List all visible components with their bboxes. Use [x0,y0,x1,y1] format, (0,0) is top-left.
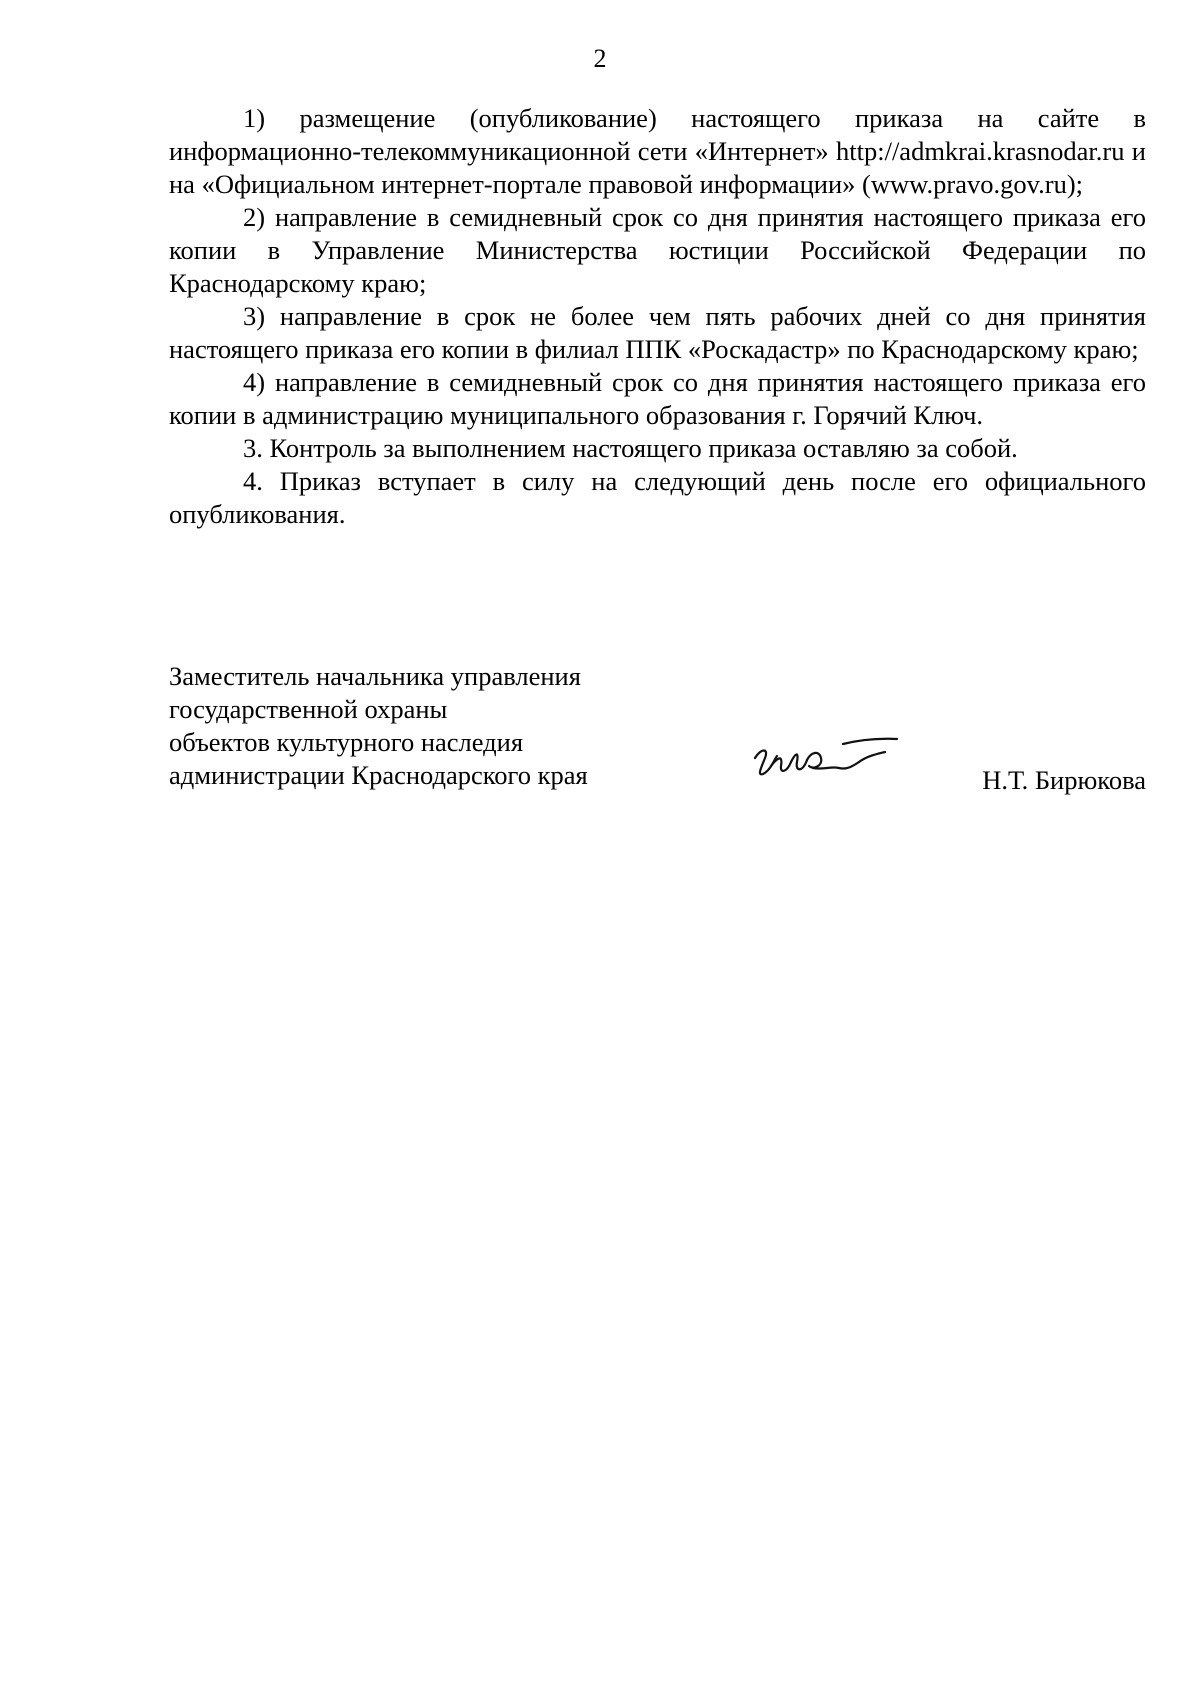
handwritten-signature [747,736,917,786]
paragraph-item-1: 1) размещение (опубликование) настоящего приказа на сайте в информационно-телекоммуникационной сети «Интернет» http://admkrai.krasnodar.ru и на «Официальном интернет-портале правовой информации» (www.pravo.gov.ru); [169,103,1146,199]
signer-name: Н.Т. Бирюкова [982,765,1146,795]
paragraph-item-3: 3) направление в срок не более чем пять рабочих дней со дня принятия настоящего приказа его копии в филиал ППК «Роскадастр» по Краснодарскому краю; [169,301,1146,364]
signer-position-line: объектов культурного наследия [169,727,524,757]
signer-position-line: государственной охраны [169,694,448,724]
page-number: 2 [593,44,607,73]
paragraph-item-4: 4) направление в семидневный срок со дня принятия настоящего приказа его копии в администрацию муниципального образования г. Горячий Ключ. [169,367,1146,430]
paragraph-control: 3. Контроль за выполнением настоящего приказа оставляю за собой. [243,433,1018,463]
document-body [169,102,1146,531]
paragraph-item-2: 2) направление в семидневный срок со дня принятия настоящего приказа его копии в Управление Министерства юстиции Российской Федерации по Краснодарскому краю; [169,202,1146,298]
paragraph-effective-date: 4. Приказ вступает в силу на следующий день после его официального опубликования. [169,466,1146,529]
signer-position-line: администрации Краснодарского края [169,760,588,790]
signer-position-line: Заместитель начальника управления [169,661,581,691]
signature-block [169,660,1146,800]
signer-position [169,660,689,792]
